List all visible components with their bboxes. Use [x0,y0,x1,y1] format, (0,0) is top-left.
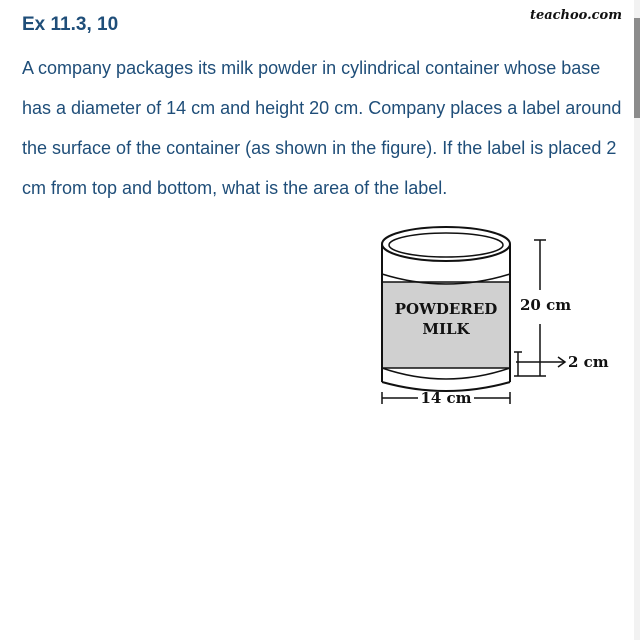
scrollbar-track[interactable] [634,0,640,640]
question-text: A company packages its milk powder in cylindrical container whose base has a diameter of 14 cm and height 20 cm. Company places a label around the surface of the container (as shown in the figure). If the label is placed 2 cm from top and bottom, what is the area of the label. [22,58,622,198]
exercise-title: Ex 11.3, 10 [22,14,119,35]
label-bottom-curve [382,368,510,379]
height-label: 20 cm [520,296,572,314]
label-text-line1: POWDERED [394,300,498,318]
cylinder-diagram [360,214,630,414]
cylinder-figure [360,214,630,414]
scrollbar-thumb[interactable] [634,18,640,118]
diameter-label: 14 cm [420,389,472,407]
label-text-line2: MILK [422,320,470,338]
teachoo-logo: teachoo.com [529,8,622,23]
gap-label: 2 cm [568,353,609,371]
cylinder-top-rim [382,227,510,261]
